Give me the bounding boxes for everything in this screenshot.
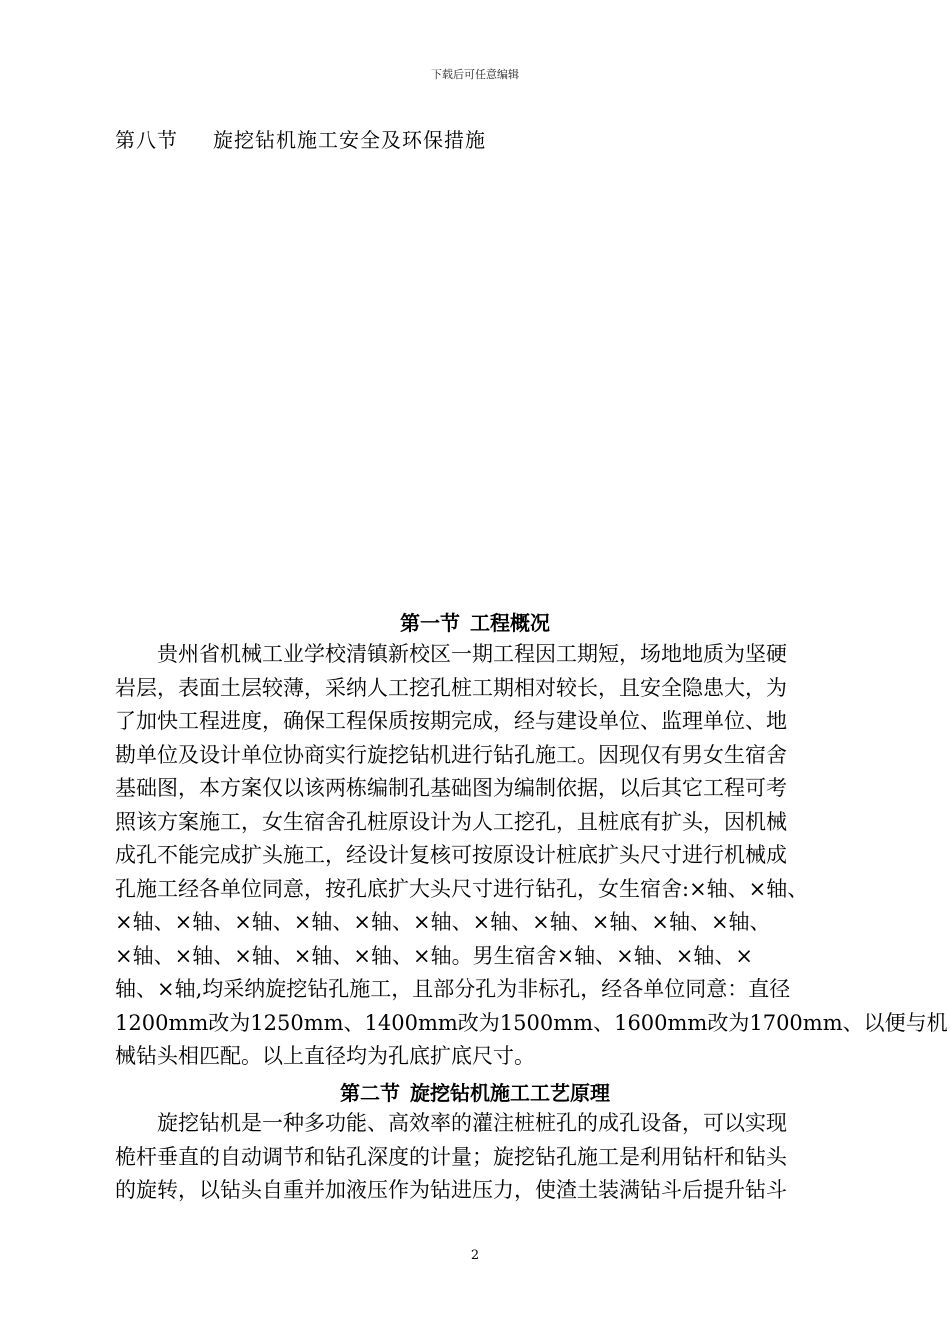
paragraph-line: 的旋转，以钻头自重并加液压作为钻进压力，使渣土装满钻斗后提升钻斗: [115, 1178, 787, 1202]
paragraph-line: 成孔不能完成扩头施工，经设计复核可按原设计桩底扩头尺寸进行机械成: [115, 843, 787, 867]
page-number: 2: [470, 1248, 480, 1263]
toc-entry-title: 旋挖钻机施工安全及环保措施: [213, 128, 486, 152]
paragraph-line: 贵州省机械工业学校清镇新校区一期工程因工期短，场地地质为坚硬: [157, 642, 787, 666]
toc-entry-label: 第八节: [115, 128, 178, 152]
header-note: 下载后可任意编辑: [431, 68, 519, 81]
paragraph-line: 旋挖钻机是一种多功能、高效率的灌注桩桩孔的成孔设备，可以实现: [157, 1111, 787, 1135]
section-heading-1: [0, 607, 950, 636]
paragraph-line: ×轴、×轴、×轴、×轴、×轴、×轴、×轴、×轴、×轴、×轴、×轴、: [115, 910, 771, 934]
paragraph-line: 勘单位及设计单位协商实行旋挖钻机进行钻孔施工。因现仅有男女生宿舍: [115, 742, 787, 767]
section-1-paragraph: [115, 638, 948, 1074]
paragraph-line: 械钻头相匹配。以上直径均为孔底扩底尺寸。: [115, 1044, 535, 1068]
section-2-paragraph: [115, 1107, 850, 1208]
paragraph-line: 孔施工经各单位同意，按孔底扩大头尺寸进行钻孔，女生宿舍:×轴、×轴、: [115, 876, 809, 901]
section-heading-title: 工程概况: [470, 611, 550, 635]
paragraph-line: 轴、×轴,均采纳旋挖钻孔施工，且部分孔为非标孔，经各单位同意：直径: [115, 977, 791, 1001]
section-heading-number: 第二节: [340, 1081, 400, 1105]
toc-entry: [115, 124, 486, 153]
paragraph-line: 桅杆垂直的自动调节和钻孔深度的计量；旋挖钻孔施工是利用钻杆和钻头: [115, 1144, 787, 1169]
paragraph-line: 岩层，表面土层较薄，采纳人工挖孔桩工期相对较长，且安全隐患大，为: [115, 675, 787, 700]
paragraph-line: 1200mm改为1250mm、1400mm改为1500mm、1600mm改为1700mm、以便与机: [115, 1010, 948, 1035]
section-heading-number: 第一节: [400, 611, 460, 635]
paragraph-line: 了加快工程进度，确保工程保质按期完成，经与建设单位、监理单位、地: [115, 709, 787, 733]
section-heading-2: [0, 1077, 950, 1106]
paragraph-line: 照该方案施工，女生宿舍孔桩原设计为人工挖孔，且桩底有扩头，因机械: [115, 809, 787, 834]
paragraph-line: ×轴、×轴、×轴、×轴、×轴、×轴。男生宿舍×轴、×轴、×轴、×: [115, 943, 753, 968]
section-heading-title: 旋挖钻机施工工艺原理: [410, 1081, 610, 1105]
paragraph-line: 基础图，本方案仅以该两栋编制孔基础图为编制依据，以后其它工程可考: [115, 776, 787, 800]
